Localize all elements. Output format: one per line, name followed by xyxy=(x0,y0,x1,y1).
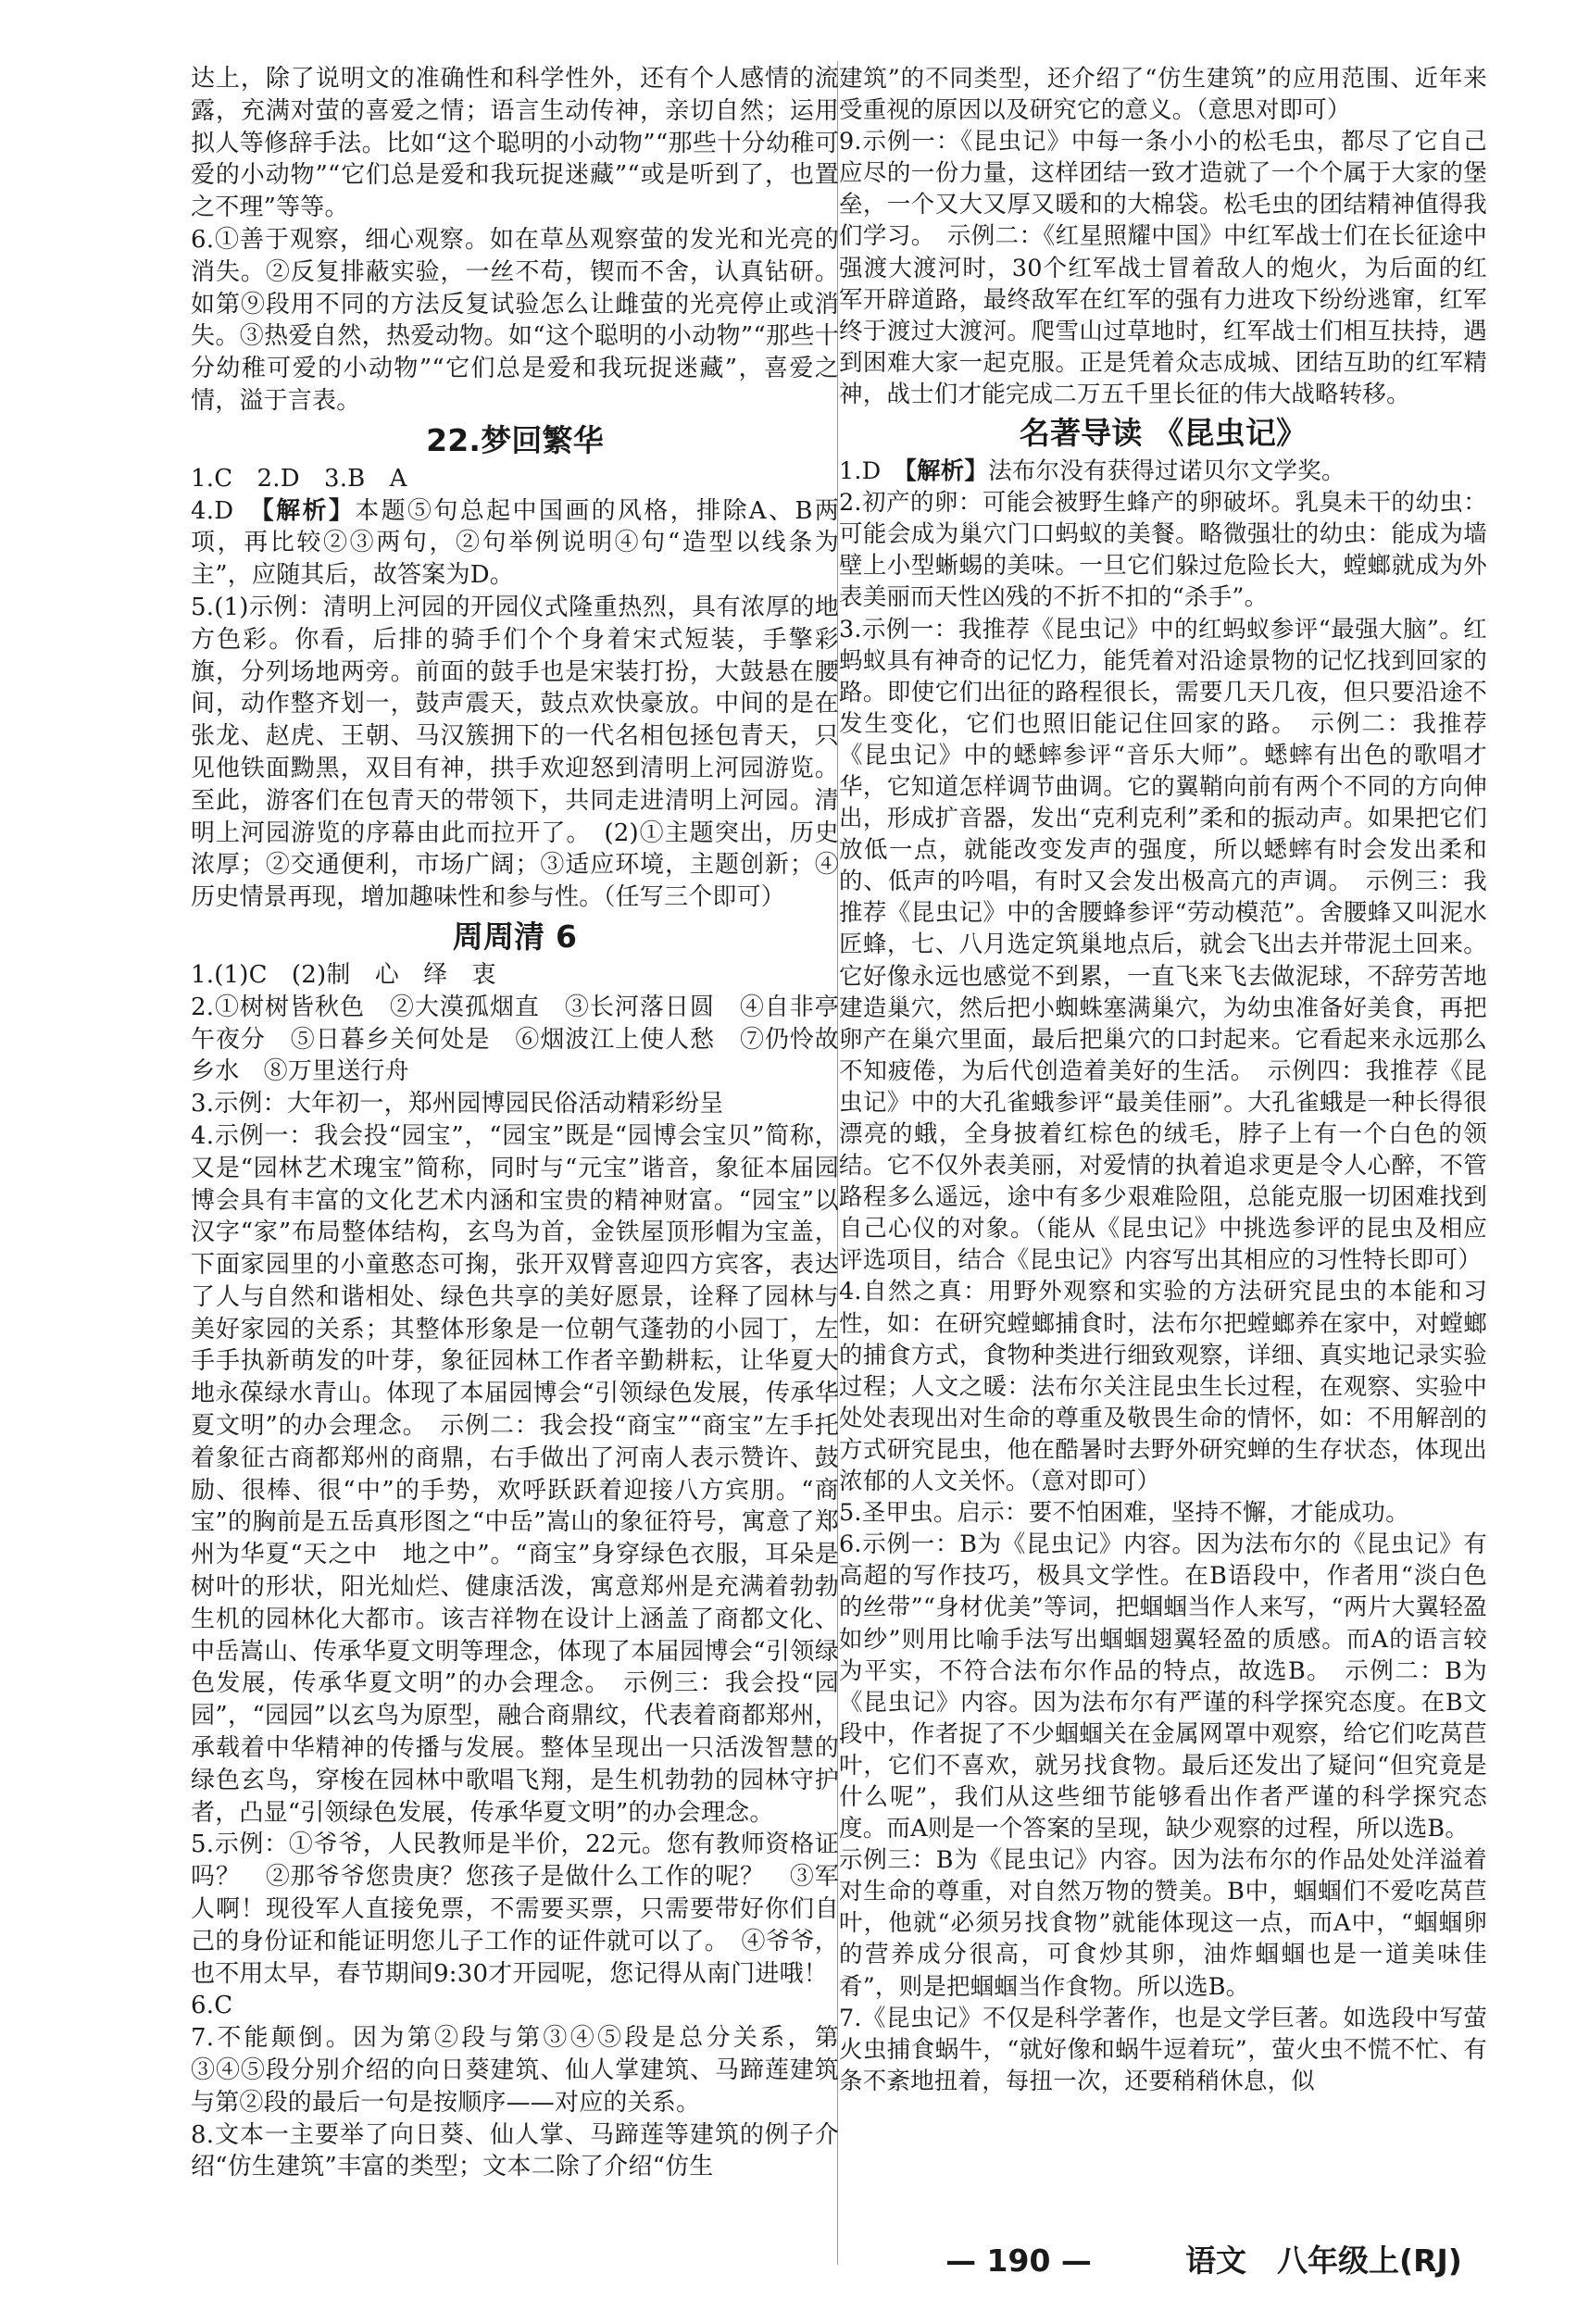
subject-label: 语文 八年级上(RJ) xyxy=(1185,2243,1462,2279)
answer-paragraph: 6.示例一：B为《昆虫记》内容。因为法布尔的《昆虫记》有高超的写作技巧，极具文学性。在B语段中，作者用“淡白色的丝带”“身材优美”等词，把蝈蝈当作人来写，“两片大翼轻盈如纱”则用比喻手法写出蝈蝈翅翼轻盈的质感。而A的语言较为平实，不符合法布尔作品的特点，故选B。 示例二：B为《昆虫记》内容。因为法布尔有严谨的科学探究态度。在B文段中，作者捉了不少蝈蝈关在金属网罩中观察，给它们吃莴苣叶，它们不喜欢，就另找食物。最后还发出了疑问“但究竟是什么呢”，我们从这些细节能够看出作者严谨的科学探究态度。而A则是一个答案的呈现，缺少观察的过程，所以选B。 xyxy=(839,1531,1487,1843)
analysis-text: 本题⑤句总起中国画的风格，排除A、B两项，再比较②③两句，②句举例说明④句“造型以线条为主”，应随其后，故答案为D。 xyxy=(191,496,839,590)
answer-paragraph: 1.(1)C (2)制 心 绎 衷 xyxy=(191,960,496,989)
answer-number: 4.D xyxy=(191,496,262,525)
answer-paragraph: 达上，除了说明文的准确性和科学性外，还有个人感情的流露，充满对萤的喜爱之情；语言生动传神，亲切自然；运用拟人等修辞手法。比如“这个聪明的小动物”“那些十分幼稚可爱的小动物”“它们总是爱和我玩捉迷藏”“或是听到了，也置之不理”等等。 xyxy=(191,65,839,222)
analysis-tag: 【解析】 xyxy=(261,496,356,525)
answer-paragraph: 3.示例一：我推荐《昆虫记》中的红蚂蚁参评“最强大脑”。红蚂蚁具有神奇的记忆力，能凭着对沿途景物的记忆找到回家的路。即使它们出征的路程很长，需要几天几夜，但只要沿途不发生变化，它们也照旧能记住回家的路。 示例二：我推荐《昆虫记》中的蟋蟀参评“音乐大师”。蟋蟀有出色的歌唱才华，它知道怎样调节曲调。它的翼鞘向前有两个不同的方向伸出，形成扩音器，发出“克利克利”柔和的振动声。如果把它们放低一点，就能改变发声的强度，所以蟋蟀有时会发出柔和的、低声的吟唱，有时又会发出极高亢的声调。 示例三：我推荐《昆虫记》中的舍腰蜂参评“劳动模范”。舍腰蜂又叫泥水匠蜂，七、八月选定筑巢地点后，就会飞出去并带泥土回来。它好像永远也感觉不到累，一直飞来飞去做泥球，不辞劳苦地建造巢穴，然后把小蜘蛛塞满巢穴，为幼虫准备好美食，再把卵产在巢穴里面，最后把巢穴的口封起来。它看起来永远那么不知疲倦，为后代创造着美好的生活。 示例四：我推荐《昆虫记》中的大孔雀蛾参评“最美佳丽”。大孔雀蛾是一种长得很漂亮的蛾，全身披着红棕色的绒毛，脖子上有一个白色的领结。它不仅外表美丽，对爱情的执着追求更是令人心醉，不管路程多么遥远，途中有多少艰难险阻，总能克服一切困难找到自己心仪的对象。（能从《昆虫记》中挑选参评的昆虫及相应评选项目，结合《昆虫记》内容写出其相应的习性特长即可） xyxy=(839,615,1487,1275)
answer-paragraph: 1.C 2.D 3.B A xyxy=(191,464,407,493)
answer-paragraph: 5.示例：①爷爷，人民教师是半价，22元。您有教师资格证吗？ ②那爷爷您贵庚？您孩子是做什么工作的呢？ ③军人啊！现役军人直接免票，不需要买票，只需要带好你们自己的身份证和能证明您儿子工作的证件就可以了。 ④爷爷，也不用太早，春节期间9:30才开园呢，您记得从南门进哦！ xyxy=(191,1830,839,1988)
answer-paragraph: 7.不能颠倒。因为第②段与第③④⑤段是总分关系，第③④⑤段分别介绍的向日葵建筑、仙人掌建筑、马蹄莲建筑与第②段的最后一句是按顺序——对应的关系。 xyxy=(191,2024,839,2117)
answer-paragraph: 5.圣甲虫。启示：要不怕困难，坚持不懈，才能成功。 xyxy=(839,1499,1409,1528)
answer-paragraph: 4.示例一：我会投“园宝”，“园宝”既是“园博会宝贝”简称，又是“园林艺术瑰宝”简称，同时与“元宝”谐音，象征本届园博会具有丰富的文化艺术内涵和宝贵的精神财富。“园宝”以汉字“家”布局整体结构，玄鸟为首，金铁屋顶形帽为宝盖，下面家园里的小童憨态可掬，张开双臂喜迎四方宾客，表达了人与自然和谐相处、绿色共享的美好愿景，诠释了园林与美好家园的关系；其整体形象是一位朝气蓬勃的小园丁，左手手执新萌发的叶芽，象征园林工作者辛勤耕耘，让华夏大地永葆绿水青山。体现了本届园博会“引领绿色发展，传承华夏文明”的办会理念。 示例二：我会投“商宝”“商宝”左手托着象征古商都郑州的商鼎，右手做出了河南人表示赞许、鼓励、很棒、很“中”的手势，欢呼跃跃着迎接八方宾朋。“商宝”的胸前是五岳真形图之“中岳”嵩山的象征符号，寓意了郑州为华夏“天之中 地之中”。“商宝”身穿绿色衣服，耳朵是树叶的形状，阳光灿烂、健康活泼，寓意郑州是充满着勃勃生机的园林化大都市。该吉祥物在设计上涵盖了商都文化、中岳嵩山、传承华夏文明等理念，体现了本届园博会“引领绿色发展，传承华夏文明”的办会理念。 示例三：我会投“园园”，“园园”以玄鸟为原型，融合商鼎纹，代表着商都郑州，承载着中华精神的传播与发展。整体呈现出一只活泼智慧的绿色玄鸟，穿梭在园林中歌唱飞翔，是生机勃勃的园林守护者，凸显“引领绿色发展，传承华夏文明”的办会理念。 xyxy=(191,1121,839,1827)
answer-paragraph: 示例三：B为《昆虫记》内容。因为法布尔的作品处处洋溢着对生命的尊重，对自然万物的赞美。B中，蝈蝈们不爱吃莴苣叶，他就“必须另找食物”就能体现这一点，而A中，“蝈蝈卵的营养成分很高，可食炒其卵，油炸蝈蝈也是一道美味佳肴”，则是把蝈蝈当作食物。所以选B。 xyxy=(839,1846,1487,2001)
answer-paragraph xyxy=(839,456,1487,487)
answer-paragraph: 2.①树树皆秋色 ②大漠孤烟直 ③长河落日圆 ④自非亭午夜分 ⑤日暮乡关何处是 ⑥烟波江上使人愁 ⑦仍怜故乡水 ⑧万里送行舟 xyxy=(191,993,839,1086)
section-heading: 周周清 6 xyxy=(452,918,578,955)
answer-paragraph: 2.初产的卵：可能会被野生蜂产的卵破坏。乳臭未干的幼虫：可能会成为巢穴门口蚂蚁的美餐。略微强壮的幼虫：能成为墙壁上小型蜥蜴的美味。一旦它们躲过危险长大，螳螂就成为外表美丽而天性凶残的不折不扣的“杀手”。 xyxy=(839,489,1487,612)
right-column xyxy=(839,63,1487,2097)
analysis-tag: 【解析】 xyxy=(905,457,989,486)
answer-paragraph: 建筑”的不同类型，还介绍了“仿生建筑”的应用范围、近年来受重视的原因以及研究它的意义。（意思对即可） xyxy=(839,65,1487,125)
answer-paragraph: 4.自然之真：用野外观察和实验的方法研究昆虫的本能和习性，如：在研究螳螂捕食时，法布尔把螳螂养在家中，对螳螂的捕食方式，食物种类进行细致观察，详细、真实地记录实验过程；人文之暖：法布尔关注昆虫生长过程，在观察、实验中处处表现出对生命的尊重及敬畏生命的情怀，如：不用解剖的方式研究昆虫，他在酷暑时去野外研究蝉的生存状态，体现出浓郁的人文关怀。（意对即可） xyxy=(839,1278,1487,1496)
answer-paragraph: 8.文本一主要举了向日葵、仙人掌、马蹄莲等建筑的例子介绍“仿生建筑”丰富的类型；文本二除了介绍“仿生 xyxy=(191,2120,839,2181)
answer-paragraph: 3.示例：大年初一，郑州园博园民俗活动精彩纷呈 xyxy=(191,1090,724,1118)
section-heading: 22.梦回繁华 xyxy=(426,421,604,458)
answer-paragraph: 6.C xyxy=(191,1992,233,2020)
answer-paragraph: 5.(1)示例：清明上河园的开园仪式隆重热烈，具有浓厚的地方色彩。你看，后排的骑手们个个身着宋式短装，手擎彩旗，分列场地两旁。前面的鼓手也是宋装打扮，大鼓悬在腰间，动作整齐划一，鼓声震天，鼓点欢快豪放。中间的是在张龙、赵虎、王朝、马汉簇拥下的一代名相包拯包青天，只见他铁面黝黑，双目有神，拱手欢迎怒到清明上河园游览。至此，游客们在包青天的带领下，共同走进清明上河园。清明上河园游览的序幕由此而拉开了。 (2)①主题突出，历史浓厚；②交通便利，市场广阔；③适应环境，主题创新；④历史情景再现，增加趣味性和参与性。（任写三个即可） xyxy=(191,593,839,912)
answer-paragraph: 9.示例一：《昆虫记》中每一条小小的松毛虫，都尽了它自己应尽的一份力量，这样团结一致才造就了一个个属于大家的堡垒，一个又大又厚又暖和的大棉袋。松毛虫的团结精神值得我们学习。 示例二：《红星照耀中国》中红军战士们在长征途中强渡大渡河时，30个红军战士冒着敌人的炮火，为后面的红军开辟道路，最终敌军在红军的强有力进攻下纷纷逃窜，红军终于渡过大渡河。爬雪山过草地时，红军战士们相互扶持，遇到困难大家一起克服。正是凭着众志成城、团结互助的红军精神，战士们才能完成二万五千里长征的伟大战略转移。 xyxy=(839,128,1487,408)
analysis-text: 法布尔没有获得过诺贝尔文学奖。 xyxy=(988,457,1345,486)
page-number: — 190 — xyxy=(945,2243,1092,2279)
answer-paragraph: 7.《昆虫记》不仅是科学著作，也是文学巨著。如选段中写萤火虫捕食蜗牛，“就好像和蜗牛逗着玩”，萤火虫不慌不忙、有条不紊地扭着，每扭一次，还要稍稍休息，似 xyxy=(839,2004,1487,2095)
left-column xyxy=(191,63,839,2183)
answer-paragraph xyxy=(191,495,839,592)
answer-paragraph: 6.①善于观察，细心观察。如在草丛观察萤的发光和光亮的消失。②反复排蔽实验，一丝不苟，锲而不舍，认真钻研。如第⑨段用不同的方法反复试验怎么让雌萤的光亮停止或消失。③热爱自然，热爱动物。如“这个聪明的小动物”“那些十分幼稚可爱的小动物”“它们总是爱和我玩捉迷藏”，喜爱之情，溢于言表。 xyxy=(191,225,839,415)
answer-number: 1.D xyxy=(839,457,906,486)
section-heading: 名著导读 《昆虫记》 xyxy=(1019,415,1308,452)
